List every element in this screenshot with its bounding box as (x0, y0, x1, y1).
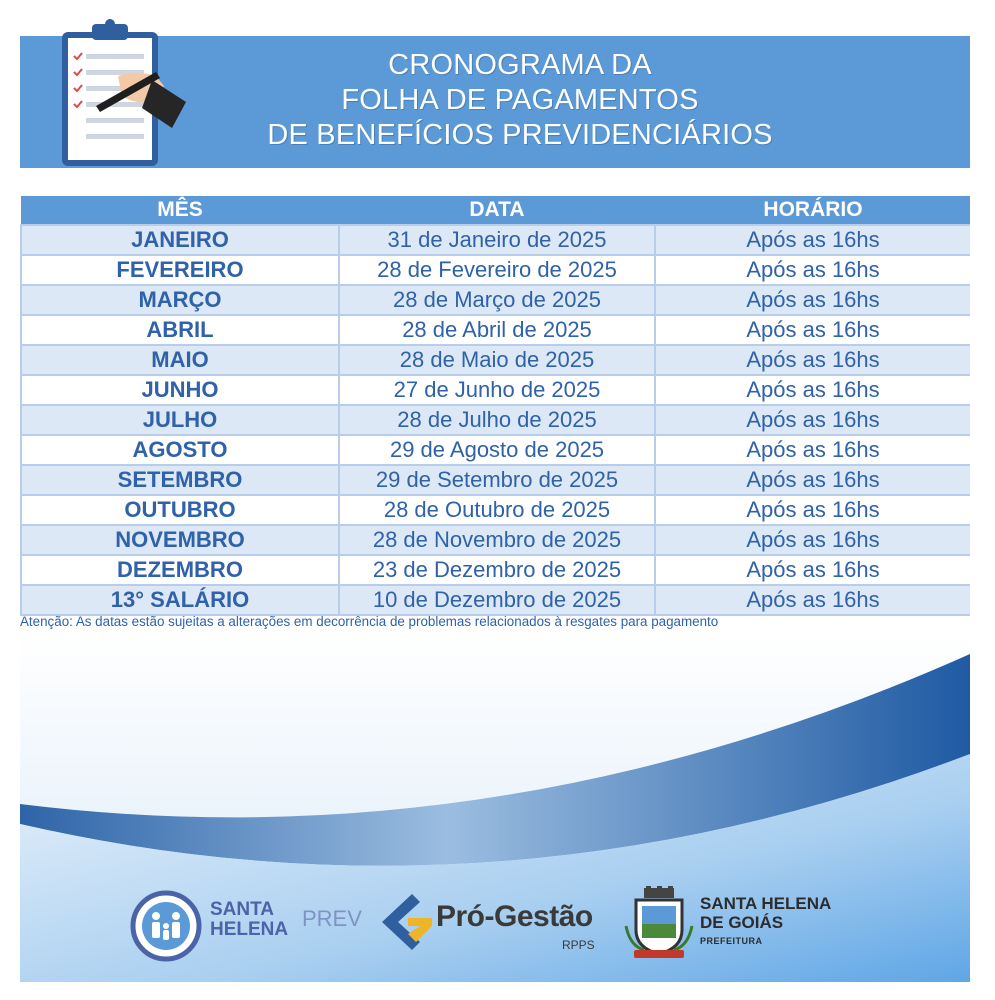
santa-helena-prev-logo (130, 890, 370, 950)
table-row (21, 315, 970, 345)
time-cell: Após as 16hs (655, 345, 970, 375)
date-cell: 28 de Novembro de 2025 (339, 525, 655, 555)
attention-note: Atenção: As datas estão sujeitas a alterações em decorrência de problemas relacionados à resgates para pagamento (20, 614, 719, 629)
month-cell: MARÇO (21, 285, 339, 315)
table-row (21, 255, 970, 285)
table-row (21, 375, 970, 405)
table-row (21, 525, 970, 555)
table-row (21, 585, 970, 615)
footer-logos (130, 886, 890, 966)
title-line: FOLHA DE PAGAMENTOS (341, 84, 699, 116)
time-cell: Após as 16hs (655, 555, 970, 585)
month-cell: MAIO (21, 345, 339, 375)
logo-text: HELENA (210, 919, 289, 940)
schedule-table (20, 196, 970, 616)
time-cell: Após as 16hs (655, 225, 970, 255)
date-cell: 29 de Agosto de 2025 (339, 435, 655, 465)
time-cell: Após as 16hs (655, 375, 970, 405)
logo-text: SANTA (210, 899, 275, 920)
prefeitura-label: PREFEITURA (700, 936, 763, 946)
pro-gestao-wordmark: Pró-Gestão (436, 900, 593, 933)
table-row (21, 405, 970, 435)
time-cell: Após as 16hs (655, 465, 970, 495)
month-cell: ABRIL (21, 315, 339, 345)
time-cell: Após as 16hs (655, 435, 970, 465)
rpps-label: RPPS (562, 938, 595, 952)
time-cell: Após as 16hs (655, 525, 970, 555)
page-title (220, 48, 820, 153)
date-cell: 29 de Setembro de 2025 (339, 465, 655, 495)
date-cell: 28 de Fevereiro de 2025 (339, 255, 655, 285)
title-line: CRONOGRAMA DA (388, 49, 652, 81)
month-cell: DEZEMBRO (21, 555, 339, 585)
table-row (21, 555, 970, 585)
title-line: DE BENEFÍCIOS PREVIDENCIÁRIOS (267, 119, 773, 151)
column-header-mes: MÊS (21, 196, 339, 225)
schedule-card (20, 14, 970, 982)
date-cell: 28 de Outubro de 2025 (339, 495, 655, 525)
clipboard-icon (48, 14, 218, 174)
month-cell: SETEMBRO (21, 465, 339, 495)
date-cell: 28 de Julho de 2025 (339, 405, 655, 435)
logo-text: SANTA HELENA (700, 894, 832, 913)
month-cell: JULHO (21, 405, 339, 435)
date-cell: 28 de Março de 2025 (339, 285, 655, 315)
table-row (21, 435, 970, 465)
column-header-horario: HORÁRIO (655, 196, 970, 225)
month-cell: JANEIRO (21, 225, 339, 255)
table-row (21, 225, 970, 255)
table-header-row (21, 196, 970, 225)
month-cell: AGOSTO (21, 435, 339, 465)
prev-wordmark: PREV (302, 906, 362, 931)
prefeitura-wordmark (700, 894, 831, 932)
month-cell: JUNHO (21, 375, 339, 405)
time-cell: Após as 16hs (655, 315, 970, 345)
pro-gestao-g-icon (378, 890, 438, 954)
time-cell: Após as 16hs (655, 585, 970, 615)
date-cell: 28 de Abril de 2025 (339, 315, 655, 345)
table-row (21, 495, 970, 525)
table-row (21, 465, 970, 495)
column-header-data: DATA (339, 196, 655, 225)
date-cell: 28 de Maio de 2025 (339, 345, 655, 375)
date-cell: 23 de Dezembro de 2025 (339, 555, 655, 585)
month-cell: NOVEMBRO (21, 525, 339, 555)
time-cell: Após as 16hs (655, 405, 970, 435)
time-cell: Após as 16hs (655, 255, 970, 285)
time-cell: Após as 16hs (655, 495, 970, 525)
month-cell: OUTUBRO (21, 495, 339, 525)
table-row (21, 345, 970, 375)
date-cell: 27 de Junho de 2025 (339, 375, 655, 405)
time-cell: Após as 16hs (655, 285, 970, 315)
santa-helena-prev-emblem-icon (130, 890, 202, 962)
logo-text: DE GOIÁS (700, 913, 784, 932)
month-cell: 13° SALÁRIO (21, 585, 339, 615)
date-cell: 10 de Dezembro de 2025 (339, 585, 655, 615)
pro-gestao-logo (378, 888, 618, 958)
prefeitura-logo (624, 886, 864, 958)
table-row (21, 285, 970, 315)
santa-helena-wordmark (210, 900, 288, 940)
month-cell: FEVEREIRO (21, 255, 339, 285)
municipal-coat-of-arms-icon (624, 886, 694, 962)
date-cell: 31 de Janeiro de 2025 (339, 225, 655, 255)
